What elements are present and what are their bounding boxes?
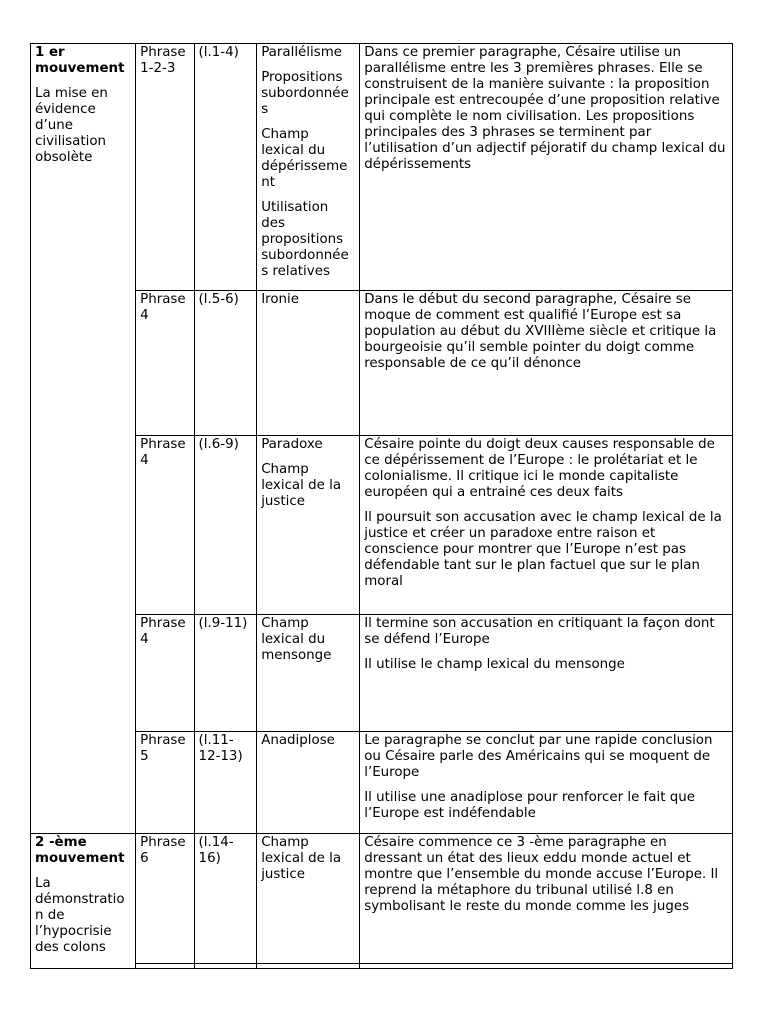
phrase-cell: Phrase 4 <box>136 436 194 615</box>
procede-item: Parallélisme <box>261 45 342 60</box>
procede-item: Champ lexical du mensonge <box>261 616 332 663</box>
procede-item: Champ lexical de la justice <box>261 462 342 509</box>
phrase-cell: Phrase 4 <box>136 291 194 436</box>
movement-description: La mise en évidence d’une civilisation obsolète <box>35 86 108 165</box>
lines-cell: (l.14-16) <box>194 834 257 964</box>
procede-item: Utilisation des propositions subordonnées relatives <box>261 200 349 279</box>
phrase-cell: Phrase 4 <box>136 615 194 732</box>
analyse-cell <box>360 732 733 834</box>
analyse-cell <box>360 615 733 732</box>
movement-cell <box>31 44 136 834</box>
table-row <box>31 834 733 964</box>
procede-item: Paradoxe <box>261 437 323 452</box>
lines-cell: (l.11-12-13) <box>194 732 257 834</box>
analyse-paragraph: Il utilise une anadiplose pour renforcer le fait que l’Europe est indéfendable <box>364 790 695 821</box>
analyse-paragraph: Le paragraphe se conclut par une rapide conclusion ou Césaire parle des Américains qui se moquent de l’Europe <box>364 733 713 780</box>
analyse-cell <box>360 436 733 615</box>
movement-title: 1 er mouvement <box>35 45 125 76</box>
lines-cell: (l.1-4) <box>194 44 257 291</box>
procedes-cell <box>257 732 360 834</box>
analyse-paragraph: Il utilise le champ lexical du mensonge <box>364 657 625 672</box>
analyse-cell <box>360 964 733 969</box>
procede-item: Champ lexical de la justice <box>261 835 342 882</box>
analyse-cell <box>360 834 733 964</box>
phrase-cell: Phrase 6 <box>136 834 194 964</box>
procede-item: Anadiplose <box>261 733 335 748</box>
table-row <box>31 732 733 834</box>
lines-cell: (l.9-11) <box>194 615 257 732</box>
phrase-cell <box>136 964 194 969</box>
analyse-paragraph: Césaire commence ce 3 -ème paragraphe en dressant un état des lieux eddu monde actuel et montre que l’ensemble du monde accuse l’Europe. Il reprend la métaphore du tribunal utilisé l.8 en symbolisant le reste du monde comme les juges <box>364 835 719 914</box>
phrase-cell: Phrase 1-2-3 <box>136 44 194 291</box>
procedes-cell <box>257 436 360 615</box>
analyse-paragraph: Il poursuit son accusation avec le champ lexical de la justice et créer un paradoxe entre raison et conscience pour montrer que l’Europe n’est pas défendable tant sur le plan factuel que sur le plan moral <box>364 510 722 589</box>
table-row <box>31 291 733 436</box>
phrase-cell: Phrase 5 <box>136 732 194 834</box>
procede-item: Ironie <box>261 292 300 307</box>
movement-cell <box>31 834 136 969</box>
analyse-paragraph: Dans le début du second paragraphe, Césaire se moque de comment est qualifié l’Europe est sa population au début du XVIIIème siècle et critique la bourgeoisie qu’il semble pointer du doigt comme responsable de ce qu’il dénonce <box>364 292 717 371</box>
table-row <box>31 44 733 291</box>
procedes-cell <box>257 834 360 964</box>
lines-cell: (l.6-9) <box>194 436 257 615</box>
analyse-paragraph: Il termine son accusation en critiquant la façon dont se défend l’Europe <box>364 616 715 647</box>
procedes-cell <box>257 615 360 732</box>
procedes-cell <box>257 964 360 969</box>
analyse-paragraph: Dans ce premier paragraphe, Césaire utilise un parallélisme entre les 3 premières phrases. Elle se construisent de la manière suivante : la proposition principale est entrecoupée d’une proposition relative qui complète le nom civilisation. Les propositions principales des 3 phrases se terminent par l’utilisation d’un adjectif péjoratif du champ lexical du dépérissements <box>364 45 726 172</box>
procede-item: Champ lexical du dépérissement <box>261 127 348 190</box>
analysis-table <box>30 43 733 969</box>
table-row-filler <box>31 964 733 969</box>
procede-item: Propositions subordonnées <box>261 70 349 117</box>
analyse-paragraph: Césaire pointe du doigt deux causes responsable de ce dépérissement de l’Europe : le prolétariat et le colonialisme. Il critique ici le monde capitaliste européen qui a entrainé ces deux faits <box>364 437 715 500</box>
table-row <box>31 615 733 732</box>
analyse-cell <box>360 291 733 436</box>
lines-cell <box>194 964 257 969</box>
table-row <box>31 436 733 615</box>
procedes-cell <box>257 291 360 436</box>
procedes-cell <box>257 44 360 291</box>
lines-cell: (l.5-6) <box>194 291 257 436</box>
movement-title: 2 -ème mouvement <box>35 835 125 866</box>
analyse-cell <box>360 44 733 291</box>
movement-description: La démonstration de l’hypocrisie des colons <box>35 876 125 955</box>
